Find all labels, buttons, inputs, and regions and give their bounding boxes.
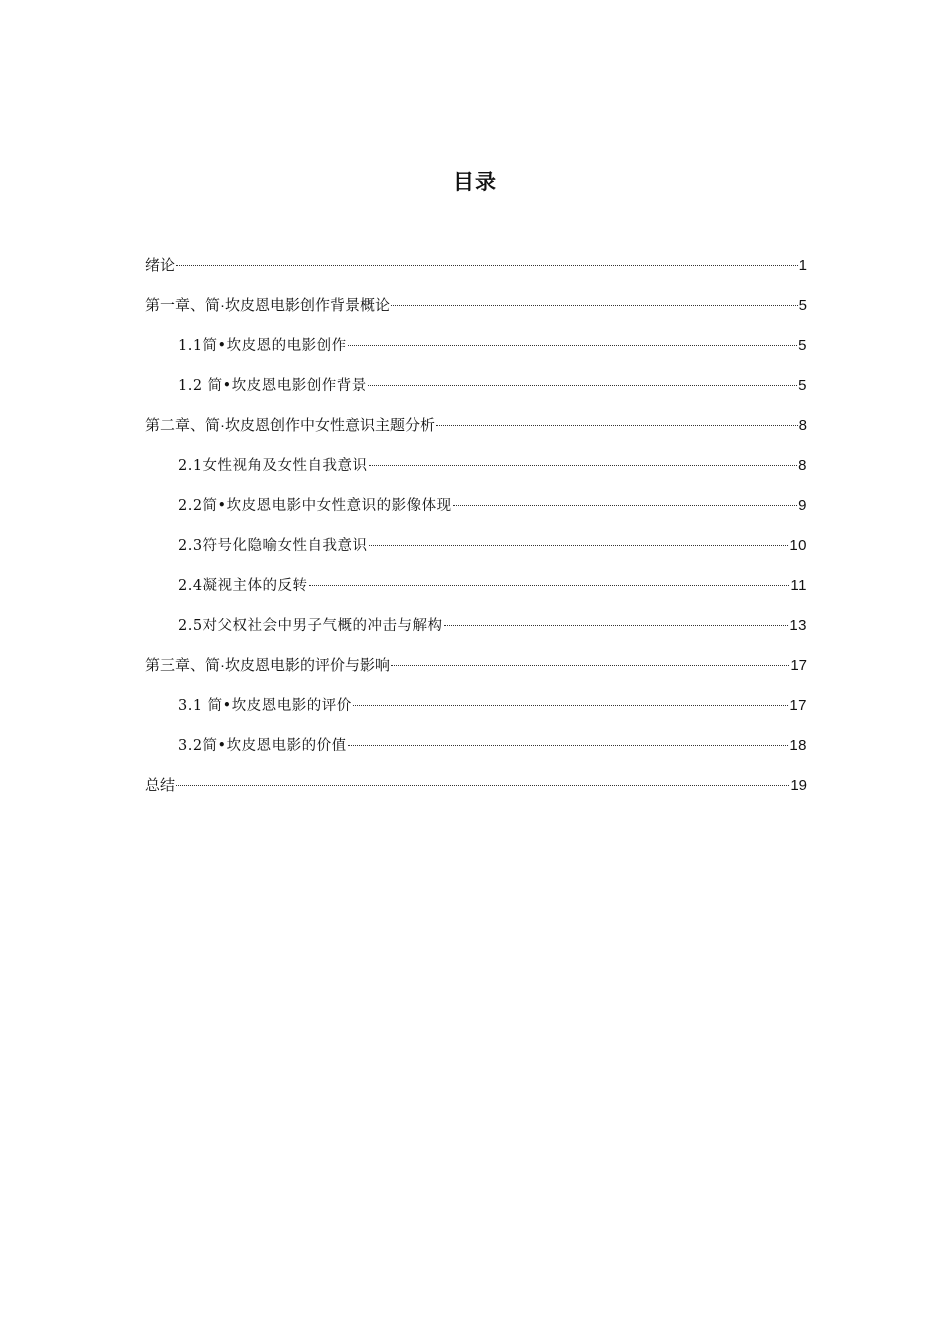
toc-entry-page: 5 [798,297,807,314]
toc-entry-label: 第一章、简·坎皮恩电影创作背景概论 [145,297,390,314]
toc-entry-chapter-2[interactable] [145,414,807,454]
toc-entry-label: 绪论 [145,257,176,274]
toc-entry-page: 5 [798,337,807,354]
toc-entry-page: 9 [798,497,807,514]
toc-entry-page: 17 [790,657,807,674]
toc-entry-page: 17 [789,697,807,714]
toc-entry-label: 3.2简•坎皮恩电影的价值 [178,738,347,754]
toc-entry-page: 11 [790,577,807,594]
toc-entry-label: 总结 [145,777,176,794]
toc-entry-chapter-3[interactable] [145,654,807,694]
toc-entry-label: 2.4凝视主体的反转 [178,578,308,594]
toc-entry-label: 3.1 简•坎皮恩电影的评价 [178,698,352,714]
dot-leader [453,504,798,506]
dot-leader [309,584,790,586]
toc-entry-section-2-2[interactable] [145,494,807,534]
toc-entry-page: 10 [789,537,807,554]
toc-entry-label: 2.1女性视角及女性自我意识 [178,458,368,474]
toc-entry-section-1-2[interactable] [145,374,807,414]
toc-entry-section-3-2[interactable] [145,734,807,774]
dot-leader [348,744,789,746]
toc-entry-page: 8 [798,457,807,474]
dot-leader [369,544,789,546]
dot-leader [369,464,798,466]
toc-entry-section-3-1[interactable] [145,694,807,734]
toc-entry-label: 第三章、简·坎皮恩电影的评价与影响 [145,657,390,674]
page-title: 目录 [453,171,497,194]
dot-leader [391,304,798,306]
toc-entry-label: 1.2 简•坎皮恩电影创作背景 [178,378,367,394]
toc-entry-label: 第二章、简·坎皮恩创作中女性意识主题分析 [145,417,435,434]
toc-entry-label: 2.3符号化隐喻女性自我意识 [178,538,368,554]
toc-entry-page: 18 [789,737,807,754]
toc-entry-section-2-5[interactable] [145,614,807,654]
toc-entry-introduction[interactable] [145,254,807,294]
toc-entry-conclusion[interactable] [145,774,807,814]
toc-entry-page: 1 [798,257,807,274]
toc-entry-label: 2.2简•坎皮恩电影中女性意识的影像体现 [178,498,452,514]
dot-leader [436,424,798,426]
toc-entry-section-2-4[interactable] [145,574,807,614]
toc-entry-page: 5 [798,377,807,394]
toc-entry-section-2-1[interactable] [145,454,807,494]
toc-entry-label: 2.5对父权社会中男子气概的冲击与解构 [178,618,443,634]
toc-entry-page: 19 [790,777,807,794]
table-of-contents [145,254,807,814]
dot-leader [176,784,789,786]
toc-entry-label: 1.1简•坎皮恩的电影创作 [178,338,347,354]
toc-entry-section-2-3[interactable] [145,534,807,574]
dot-leader [176,264,798,266]
toc-entry-page: 13 [789,617,807,634]
toc-entry-section-1-1[interactable] [145,334,807,374]
dot-leader [391,664,789,666]
toc-entry-chapter-1[interactable] [145,294,807,334]
dot-leader [368,384,797,386]
dot-leader [348,344,798,346]
dot-leader [444,624,789,626]
toc-entry-page: 8 [798,417,807,434]
dot-leader [353,704,789,706]
